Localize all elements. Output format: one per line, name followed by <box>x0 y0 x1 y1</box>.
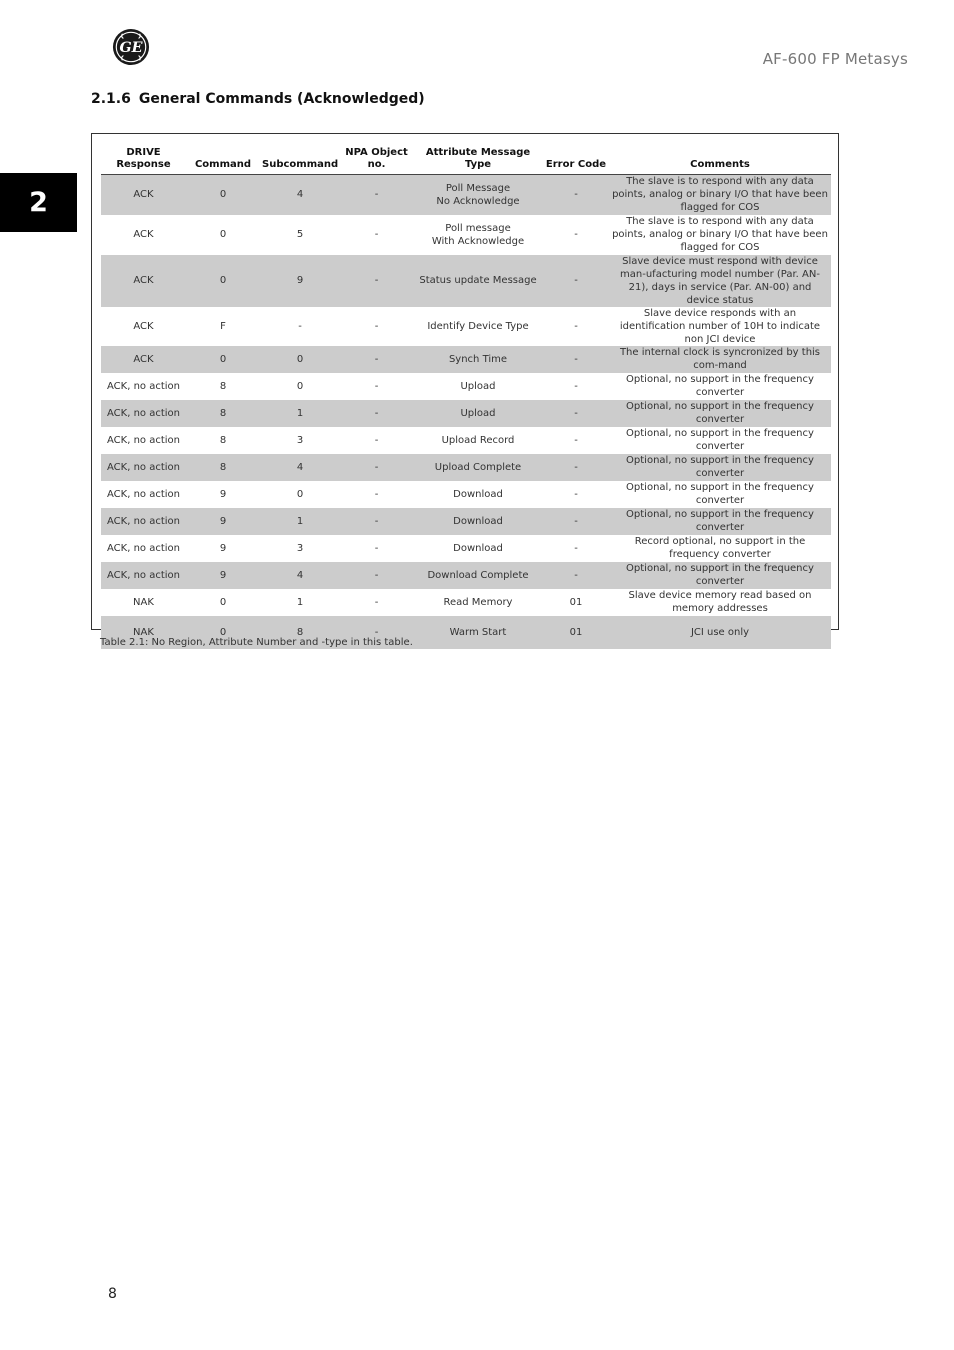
cell-command: 9 <box>186 508 260 535</box>
section-number: 2.1.6 <box>91 91 131 107</box>
cell-subcommand: 1 <box>260 508 340 535</box>
cell-comments: Optional, no support in the frequency converter <box>609 454 831 481</box>
cell-command: 0 <box>186 175 260 215</box>
cell-response: ACK <box>133 229 154 240</box>
cell-type: Synch Time <box>413 346 543 373</box>
cell-error: - <box>543 346 609 373</box>
ge-logo-icon <box>112 28 150 66</box>
cell-response: ACK, no action <box>101 508 186 535</box>
cell-error: - <box>543 562 609 589</box>
cell-type: Download <box>453 488 503 500</box>
cell-subcommand: 0 <box>296 380 304 392</box>
cell-subcommand: 3 <box>296 434 304 446</box>
table-row <box>101 535 831 562</box>
cell-command: 0 <box>219 229 227 240</box>
cell-comments: Slave device memory read based on memory addresses <box>628 590 812 614</box>
table-row <box>101 307 831 346</box>
cell-subcommand: 0 <box>296 488 304 500</box>
cell-type: Download Complete <box>413 562 543 589</box>
table-row <box>101 454 831 481</box>
section-title <box>91 91 425 107</box>
svg-text:GE: GE <box>119 39 143 56</box>
table-row <box>101 481 831 508</box>
column-header: Attribute Message Type <box>413 143 543 175</box>
cell-comments: The internal clock is syncronized by this com-mand <box>609 346 831 373</box>
cell-comments: Slave device responds with an identification number of 10H to indicate non JCI device <box>619 307 821 345</box>
cell-response: ACK, no action <box>101 562 186 589</box>
cell-type: Poll message With Acknowledge <box>431 222 525 247</box>
cell-type: Read Memory <box>443 596 513 608</box>
cell-comments: Optional, no support in the frequency converter <box>626 374 814 398</box>
cell-response: ACK <box>101 255 186 307</box>
cell-subcommand: 4 <box>260 175 340 215</box>
table-row <box>101 562 831 589</box>
cell-subcommand: - <box>298 320 302 332</box>
cell-response: NAK <box>133 596 154 608</box>
cell-subcommand: 1 <box>296 596 304 608</box>
cell-command: 8 <box>219 434 227 446</box>
cell-npa: - <box>340 255 413 307</box>
cell-comments: Optional, no support in the frequency converter <box>609 508 831 535</box>
cell-comments: Optional, no support in the frequency converter <box>609 562 831 589</box>
cell-comments: Optional, no support in the frequency converter <box>609 400 831 427</box>
cell-npa: - <box>340 175 413 215</box>
cell-command: 9 <box>219 542 227 554</box>
cell-type: Warm Start <box>413 616 543 649</box>
cell-comments: The slave is to respond with any data points, analog or binary I/O that have been flagged for COS <box>609 175 831 215</box>
cell-error: - <box>543 175 609 215</box>
table-row <box>101 427 831 454</box>
cell-npa: - <box>374 596 379 608</box>
column-header: Error Code <box>543 143 609 175</box>
cell-command: F <box>220 320 226 332</box>
table-frame <box>91 133 839 638</box>
table-row <box>101 508 831 535</box>
chapter-tab: 2 <box>0 173 77 232</box>
cell-subcommand: 8 <box>260 616 340 649</box>
cell-type: Poll Message No Acknowledge <box>413 175 543 215</box>
table-body <box>101 175 831 649</box>
cell-type: Download <box>413 508 543 535</box>
cell-npa: - <box>340 616 413 649</box>
cell-error: - <box>574 434 578 446</box>
cell-command: 0 <box>219 596 227 608</box>
cell-npa: - <box>374 434 379 446</box>
cell-command: 9 <box>186 562 260 589</box>
cell-command: 8 <box>186 454 260 481</box>
page-number: 8 <box>108 1286 117 1302</box>
cell-comments: JCI use only <box>609 616 831 649</box>
table-row <box>101 215 831 255</box>
cell-subcommand: 4 <box>260 562 340 589</box>
table-row <box>101 400 831 427</box>
cell-comments: Optional, no support in the frequency converter <box>626 482 814 506</box>
cell-subcommand: 4 <box>260 454 340 481</box>
cell-npa: - <box>374 488 379 500</box>
cell-command: 0 <box>186 616 260 649</box>
cell-error: - <box>574 320 578 332</box>
cell-command: 9 <box>219 488 227 500</box>
cell-error: 01 <box>543 616 609 649</box>
general-commands-table <box>101 143 831 649</box>
cell-comments: Optional, no support in the frequency converter <box>626 428 814 452</box>
column-header: Command <box>186 143 260 175</box>
cell-type: Upload <box>413 400 543 427</box>
cell-type: Download <box>453 542 503 554</box>
cell-command: 0 <box>186 346 260 373</box>
cell-error: - <box>574 380 578 392</box>
cell-npa: - <box>340 562 413 589</box>
cell-error: - <box>574 229 578 240</box>
cell-response: ACK, no action <box>101 454 186 481</box>
column-header: DRIVE Response <box>101 143 186 175</box>
cell-npa: - <box>340 346 413 373</box>
cell-error: - <box>574 542 578 554</box>
cell-subcommand: 5 <box>296 229 304 240</box>
cell-type: Upload <box>460 380 496 392</box>
cell-comments: Record optional, no support in the frequency converter <box>634 536 806 560</box>
cell-type: Upload Complete <box>413 454 543 481</box>
cell-npa: - <box>340 400 413 427</box>
cell-npa: - <box>374 542 379 554</box>
table-row <box>101 373 831 400</box>
cell-response: ACK <box>101 346 186 373</box>
table-row <box>101 346 831 373</box>
cell-npa: - <box>340 454 413 481</box>
cell-error: - <box>543 508 609 535</box>
cell-subcommand: 1 <box>260 400 340 427</box>
table-row <box>101 255 831 307</box>
cell-response: NAK <box>101 616 186 649</box>
cell-comments: The slave is to respond with any data points, analog or binary I/O that have been flagged for COS <box>612 216 828 253</box>
cell-response: ACK <box>101 175 186 215</box>
column-header: Comments <box>609 143 831 175</box>
cell-error: - <box>543 454 609 481</box>
document-header-title: AF-600 FP Metasys <box>762 50 908 68</box>
cell-type: Upload Record <box>441 434 515 446</box>
cell-response: ACK, no action <box>101 400 186 427</box>
cell-type: Identify Device Type <box>427 320 529 332</box>
cell-command: 0 <box>186 255 260 307</box>
cell-response: ACK, no action <box>107 434 180 446</box>
table-row <box>101 175 831 215</box>
cell-command: 8 <box>219 380 227 392</box>
cell-subcommand: 9 <box>260 255 340 307</box>
cell-response: ACK, no action <box>107 542 180 554</box>
cell-command: 8 <box>186 400 260 427</box>
cell-response: ACK, no action <box>107 380 180 392</box>
column-header: NPA Object no. <box>340 143 413 175</box>
cell-subcommand: 0 <box>260 346 340 373</box>
cell-subcommand: 3 <box>296 542 304 554</box>
cell-npa: - <box>374 380 379 392</box>
column-header: Subcommand <box>260 143 340 175</box>
cell-response: ACK, no action <box>107 488 180 500</box>
cell-error: 01 <box>569 596 583 608</box>
cell-comments: Slave device must respond with device man-ufacturing model number (Par. AN-21), days in service (Par. AN-00) and device status <box>609 255 831 307</box>
cell-response: ACK <box>133 320 154 332</box>
table-caption: Table 2.1: No Region, Attribute Number and -type in this table. <box>100 637 413 648</box>
cell-error: - <box>574 488 578 500</box>
cell-npa: - <box>374 320 379 332</box>
table-row <box>101 589 831 616</box>
section-heading: General Commands (Acknowledged) <box>138 91 425 107</box>
cell-error: - <box>543 400 609 427</box>
cell-npa: - <box>374 229 379 240</box>
table-header-row <box>101 143 831 175</box>
cell-error: - <box>543 255 609 307</box>
cell-npa: - <box>340 508 413 535</box>
cell-type: Status update Message <box>413 255 543 307</box>
